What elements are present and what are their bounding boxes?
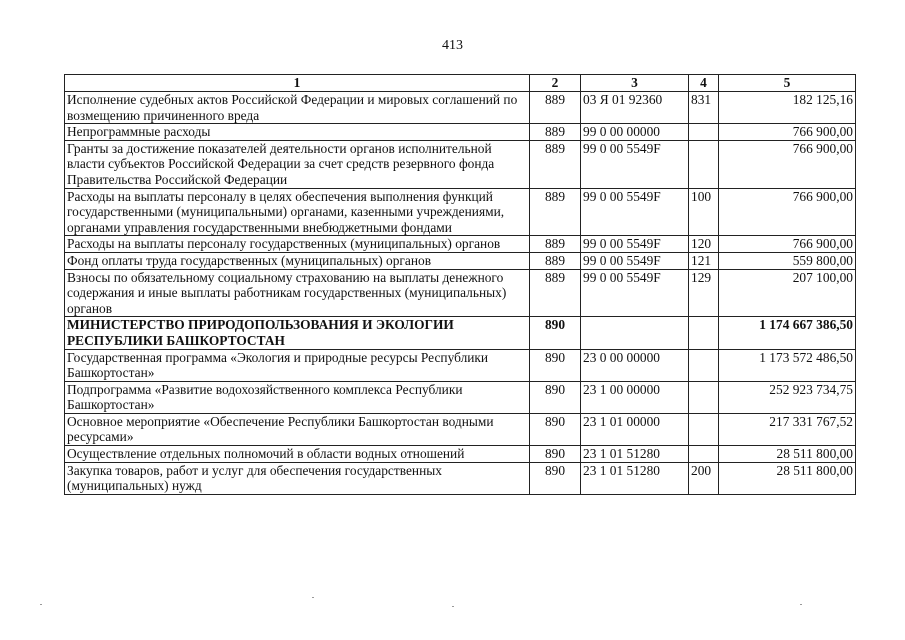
column-header-4: 4 xyxy=(689,75,719,92)
expense-type-code: 121 xyxy=(689,252,719,269)
table-row xyxy=(65,252,856,269)
table-row xyxy=(65,236,856,253)
target-article-code: 23 1 01 51280 xyxy=(581,462,689,494)
column-header-3: 3 xyxy=(581,75,689,92)
amount: 28 511 800,00 xyxy=(719,462,856,494)
expense-type-code xyxy=(689,413,719,445)
table-row xyxy=(65,446,856,463)
expense-name: Исполнение судебных актов Российской Федерации и мировых соглашений по возмещению причиненного вреда xyxy=(65,92,530,124)
page-number: 413 xyxy=(442,38,463,53)
table-row xyxy=(65,92,856,124)
amount: 207 100,00 xyxy=(719,269,856,317)
expense-type-code xyxy=(689,124,719,141)
expense-name: Осуществление отдельных полномочий в области водных отношений xyxy=(65,446,530,463)
amount: 766 900,00 xyxy=(719,124,856,141)
target-article-code: 23 1 00 00000 xyxy=(581,381,689,413)
expense-name: Расходы на выплаты персоналу в целях обеспечения выполнения функций государственными (муниципальными) органами, казенными учреждениями, органами управления государственными внебюджетными фондами xyxy=(65,188,530,236)
expense-type-code: 120 xyxy=(689,236,719,253)
amount: 766 900,00 xyxy=(719,140,856,188)
budget-table xyxy=(64,74,856,495)
expense-name: Расходы на выплаты персоналу государственных (муниципальных) органов xyxy=(65,236,530,253)
expense-name: Подпрограмма «Развитие водохозяйственного комплекса Республики Башкортостан» xyxy=(65,381,530,413)
target-article-code: 99 0 00 00000 xyxy=(581,124,689,141)
ministry-code: 890 xyxy=(530,413,581,445)
amount: 1 174 667 386,50 xyxy=(719,317,856,349)
table-row xyxy=(65,124,856,141)
table-row xyxy=(65,413,856,445)
expense-type-code xyxy=(689,349,719,381)
amount: 766 900,00 xyxy=(719,188,856,236)
expense-name: Взносы по обязательному социальному страхованию на выплаты денежного содержания и иные выплаты работникам государственных (муниципальных) органов xyxy=(65,269,530,317)
target-article-code: 99 0 00 5549F xyxy=(581,188,689,236)
target-article-code xyxy=(581,317,689,349)
table-row xyxy=(65,188,856,236)
table-row xyxy=(65,381,856,413)
expense-type-code xyxy=(689,446,719,463)
table-row xyxy=(65,349,856,381)
expense-type-code: 831 xyxy=(689,92,719,124)
expense-name: Непрограммные расходы xyxy=(65,124,530,141)
ministry-code: 890 xyxy=(530,462,581,494)
amount: 28 511 800,00 xyxy=(719,446,856,463)
table-row xyxy=(65,269,856,317)
target-article-code: 23 1 01 51280 xyxy=(581,446,689,463)
amount: 182 125,16 xyxy=(719,92,856,124)
target-article-code: 23 1 01 00000 xyxy=(581,413,689,445)
ministry-code: 890 xyxy=(530,381,581,413)
scan-speck xyxy=(40,604,42,605)
target-article-code: 99 0 00 5549F xyxy=(581,140,689,188)
ministry-code: 889 xyxy=(530,269,581,317)
target-article-code: 99 0 00 5549F xyxy=(581,269,689,317)
expense-type-code: 129 xyxy=(689,269,719,317)
ministry-code: 889 xyxy=(530,252,581,269)
ministry-code: 889 xyxy=(530,236,581,253)
ministry-code: 890 xyxy=(530,317,581,349)
table-row xyxy=(65,462,856,494)
ministry-code: 889 xyxy=(530,188,581,236)
ministry-code: 890 xyxy=(530,349,581,381)
expense-type-code xyxy=(689,317,719,349)
expense-type-code: 100 xyxy=(689,188,719,236)
target-article-code: 03 Я 01 92360 xyxy=(581,92,689,124)
target-article-code: 99 0 00 5549F xyxy=(581,236,689,253)
expense-name: Закупка товаров, работ и услуг для обеспечения государственных (муниципальных) нужд xyxy=(65,462,530,494)
ministry-code: 889 xyxy=(530,124,581,141)
table-body xyxy=(65,92,856,495)
expense-name: Фонд оплаты труда государственных (муниципальных) органов xyxy=(65,252,530,269)
expense-name: Государственная программа «Экология и природные ресурсы Республики Башкортостан» xyxy=(65,349,530,381)
expense-name: Основное мероприятие «Обеспечение Республики Башкортостан водными ресурсами» xyxy=(65,413,530,445)
scan-speck xyxy=(452,606,454,607)
expense-type-code: 200 xyxy=(689,462,719,494)
scan-speck xyxy=(800,604,802,605)
amount: 559 800,00 xyxy=(719,252,856,269)
expense-name: Гранты за достижение показателей деятельности органов исполнительной власти субъектов Российской Федерации за счет средств резервного фонда Правительства Российской Федерации xyxy=(65,140,530,188)
expense-type-code xyxy=(689,140,719,188)
table-row xyxy=(65,317,856,349)
amount: 252 923 734,75 xyxy=(719,381,856,413)
expense-type-code xyxy=(689,381,719,413)
table-row xyxy=(65,140,856,188)
target-article-code: 23 0 00 00000 xyxy=(581,349,689,381)
ministry-code: 889 xyxy=(530,92,581,124)
target-article-code: 99 0 00 5549F xyxy=(581,252,689,269)
column-header-5: 5 xyxy=(719,75,856,92)
ministry-code: 889 xyxy=(530,140,581,188)
amount: 766 900,00 xyxy=(719,236,856,253)
column-header-1: 1 xyxy=(65,75,530,92)
expense-name: МИНИСТЕРСТВО ПРИРОДОПОЛЬЗОВАНИЯ И ЭКОЛОГИИ РЕСПУБЛИКИ БАШКОРТОСТАН xyxy=(65,317,530,349)
amount: 1 173 572 486,50 xyxy=(719,349,856,381)
table-header-row xyxy=(65,75,856,92)
amount: 217 331 767,52 xyxy=(719,413,856,445)
column-header-2: 2 xyxy=(530,75,581,92)
scan-speck xyxy=(312,597,314,598)
ministry-code: 890 xyxy=(530,446,581,463)
